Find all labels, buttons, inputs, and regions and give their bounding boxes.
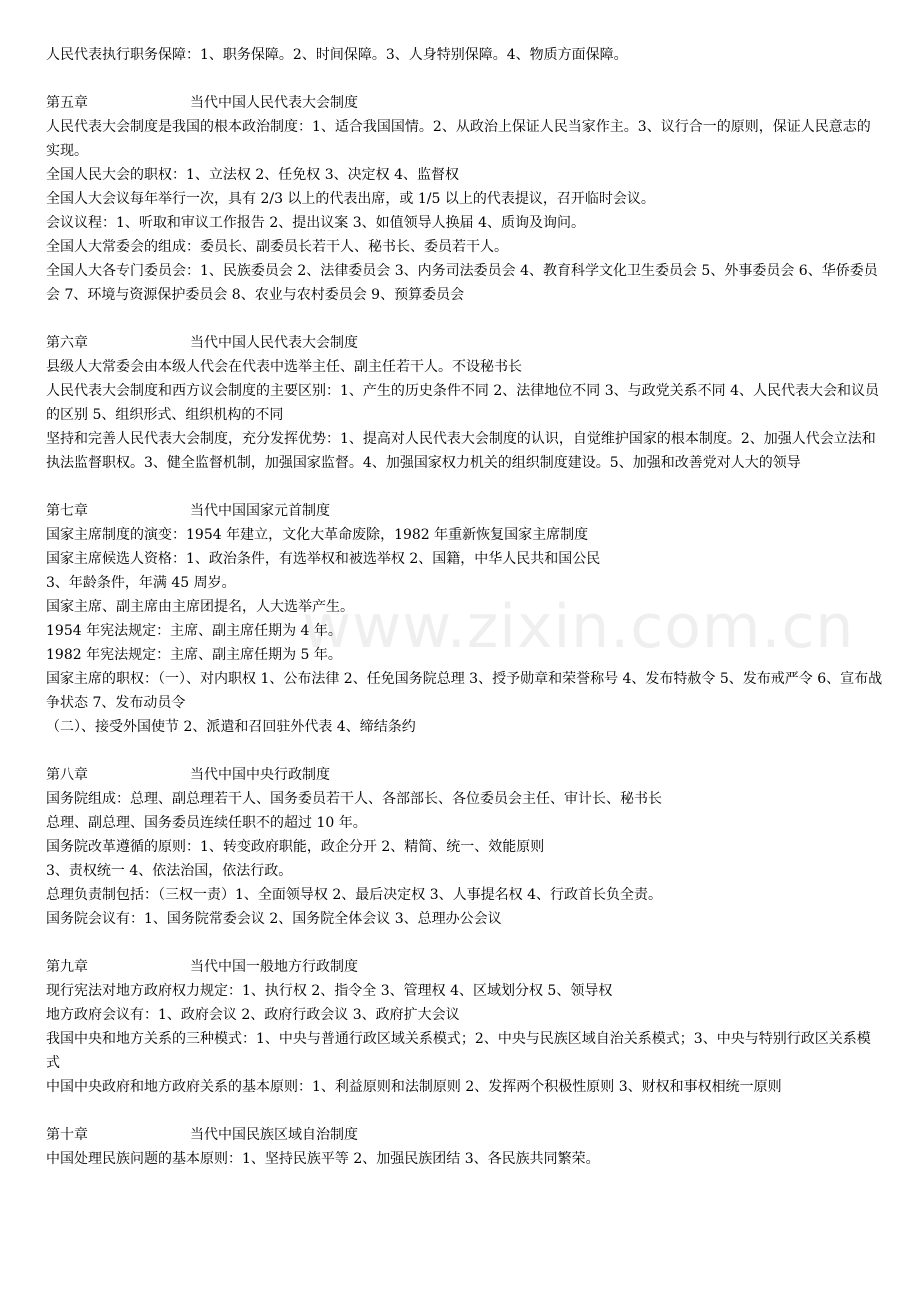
paragraph: 3、责权统一 4、依法治国，依法行政。 [46,863,293,879]
spacer [46,1099,884,1123]
paragraph: 1982 年宪法规定：主席、副主席任期为 5 年。 [46,647,342,663]
chapter-8-heading [46,763,884,787]
spacer [46,307,884,331]
chapter-title: 当代中国人民代表大会制度 [190,335,358,351]
paragraph: 国务院会议有：1、国务院常委会议 2、国务院全体会议 3、总理办公会议 [46,911,502,927]
paragraph: 国家主席的职权：（一）、对内职权 1、公布法律 2、任免国务院总理 3、授予勋章和荣誉称号 4、发布特赦令 5、发布戒严令 6、宣布战争状态 7、发布动员令 [46,671,883,711]
paragraph: 国务院组成：总理、副总理若干人、国务委员若干人、各部部长、各位委员会主任、审计长、秘书长 [46,791,662,807]
chapter-10-heading [46,1123,884,1147]
chapter-7-heading [46,499,884,523]
chapter-title: 当代中国中央行政制度 [190,767,330,783]
document-body [46,43,884,1171]
paragraph: 人民代表大会制度是我国的根本政治制度：1、适合我国国情。2、从政治上保证人民当家作主。3、议行合一的原则，保证人民意志的实现。 [46,119,871,159]
spacer [46,475,884,499]
chapter-number: 第五章 [46,95,88,111]
paragraph: 中国中央政府和地方政府关系的基本原则：1、利益原则和法制原则 2、发挥两个积极性原则 3、财权和事权相统一原则 [46,1079,782,1095]
paragraph: 坚持和完善人民代表大会制度，充分发挥优势：1、提高对人民代表大会制度的认识，自觉维护国家的根本制度。2、加强人代会立法和执法监督职权。3、健全监督机制，加强国家监督。4、加强国家权力机关的组织制度建设。5、加强和改善党对人大的领导 [46,431,876,471]
paragraph: 我国中央和地方关系的三种模式：1、中央与普通行政区域关系模式；2、中央与民族区域自治关系模式；3、中央与特别行政区关系模式 [46,1031,871,1071]
chapter-number: 第九章 [46,959,88,975]
chapter-9-heading [46,955,884,979]
paragraph: 总理负责制包括：（三权一责）1、全面领导权 2、最后决定权 3、人事提名权 4、行政首长负全责。 [46,887,662,903]
chapter-number: 第八章 [46,767,88,783]
chapter-number: 第十章 [46,1127,88,1143]
paragraph: 全国人大常委会的组成：委员长、副委员长若干人、秘书长、委员若干人。 [46,239,508,255]
watermark: www.zixin.com.cn [302,592,855,662]
paragraph: 县级人大常委会由本级人代会在代表中选举主任、副主任若干人。不设秘书长 [46,359,522,375]
paragraph: 国家主席制度的演变：1954 年建立，文化大革命废除，1982 年重新恢复国家主席制度 [46,527,589,543]
spacer [46,931,884,955]
chapter-5-heading [46,91,884,115]
paragraph: 国家主席、副主席由主席团提名，人大选举产生。 [46,599,354,615]
paragraph: 现行宪法对地方政府权力规定：1、执行权 2、指令全 3、管理权 4、区域划分权 5、领导权 [46,983,613,999]
chapter-title: 当代中国一般地方行政制度 [190,959,358,975]
paragraph: 全国人大会议每年举行一次，具有 2/3 以上的代表出席，或 1/5 以上的代表提议，召开临时会议。 [46,191,655,207]
intro-line: 人民代表执行职务保障：1、职务保障。2、时间保障。3、人身特别保障。4、物质方面保障。 [46,47,628,63]
paragraph: （二）、接受外国使节 2、派遣和召回驻外代表 4、缔结条约 [46,719,416,735]
chapter-6-heading [46,331,884,355]
chapter-title: 当代中国人民代表大会制度 [190,95,358,111]
spacer [46,67,884,91]
chapter-number: 第七章 [46,503,88,519]
paragraph: 人民代表大会制度和西方议会制度的主要区别：1、产生的历史条件不同 2、法律地位不同 3、与政党关系不同 4、人民代表大会和议员的区别 5、组织形式、组织机构的不同 [46,383,879,423]
paragraph: 国家主席候选人资格：1、政治条件，有选举权和被选举权 2、国籍，中华人民共和国公民 [46,551,601,567]
chapter-title: 当代中国国家元首制度 [190,503,330,519]
paragraph: 总理、副总理、国务委员连续任职不的超过 10 年。 [46,815,367,831]
paragraph: 国务院改革遵循的原则：1、转变政府职能，政企分开 2、精简、统一、效能原则 [46,839,545,855]
paragraph: 全国人大各专门委员会：1、民族委员会 2、法律委员会 3、内务司法委员会 4、教育科学文化卫生委员会 5、外事委员会 6、华侨委员会 7、环境与资源保护委员会 8、农业与农村委员会 9、预算委员会 [46,263,878,303]
paragraph: 会议议程：1、听取和审议工作报告 2、提出议案 3、如值领导人换届 4、质询及询问。 [46,215,585,231]
paragraph: 地方政府会议有：1、政府会议 2、政府行政会议 3、政府扩大会议 [46,1007,460,1023]
paragraph: 全国人民大会的职权：1、立法权 2、任免权 3、决定权 4、监督权 [46,167,459,183]
paragraph: 1954 年宪法规定：主席、副主席任期为 4 年。 [46,623,342,639]
spacer [46,739,884,763]
paragraph: 3、年龄条件，年满 45 周岁。 [46,575,236,591]
chapter-number: 第六章 [46,335,88,351]
paragraph: 中国处理民族问题的基本原则：1、坚持民族平等 2、加强民族团结 3、各民族共同繁荣。 [46,1151,600,1167]
chapter-title: 当代中国民族区域自治制度 [190,1127,358,1143]
